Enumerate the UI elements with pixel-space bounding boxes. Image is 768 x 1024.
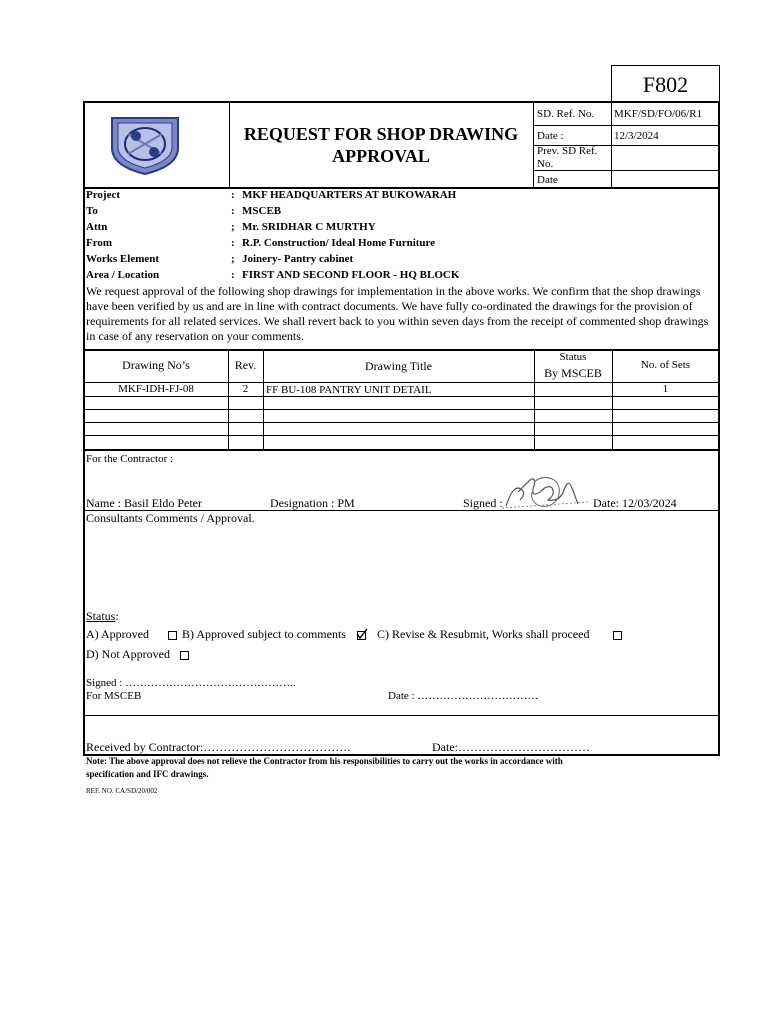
detail-value-from: R.P. Construction/ Ideal Home Furniture	[242, 237, 436, 249]
col-header-drawing-no: Drawing No’s	[122, 358, 190, 372]
checkbox-not-approved[interactable]	[180, 651, 189, 660]
detail-sep-to: :	[231, 205, 235, 217]
detail-label-area: Area / Location	[86, 269, 160, 281]
sd-ref-label: SD. Ref. No.	[537, 108, 595, 120]
prev-date-label: Date	[537, 174, 558, 186]
checkbox-approved[interactable]	[168, 631, 177, 640]
status-option-c: C) Revise & Resubmit, Works shall proceed	[377, 627, 590, 641]
drawing-table-row-line-1	[84, 396, 719, 397]
row1-drawing-title: FF BU-108 PANTRY UNIT DETAIL	[266, 384, 432, 396]
detail-value-area: FIRST AND SECOND FLOOR - HQ BLOCK	[242, 269, 460, 281]
date-value: 12/3/2024	[614, 130, 659, 142]
detail-value-works-element: Joinery- Pantry cabinet	[242, 253, 354, 265]
col-header-drawing-title: Drawing Title	[364, 359, 432, 373]
received-by-contractor-line: Received by Contractor:……………………………….	[86, 740, 351, 754]
form-code: F802	[642, 72, 689, 97]
col-header-status-line-1: Status	[559, 351, 587, 363]
contractor-date: Date: 12/03/2024	[593, 496, 677, 510]
date-label: Date :	[537, 130, 564, 142]
detail-label-to: To	[86, 205, 98, 217]
reference-number: REF. NO. CA/SD/20/002	[86, 787, 158, 795]
row1-drawing-no: MKF-IDH-FJ-08	[118, 383, 194, 395]
consultant-comments-label: Consultants Comments / Approval.	[86, 511, 255, 525]
drawing-col-line-3	[534, 350, 535, 449]
contractor-signed-label: Signed :	[463, 496, 503, 510]
consultant-section-divider	[84, 715, 719, 716]
detail-label-project: Project	[86, 189, 120, 201]
request-paragraph: We request approval of the following shop drawings for implementation in the above works. We confirm that the shop drawings have been verified by us and are in line with contract documents. We have fully co-ordinated the drawings for the provision of requirements for all related services. We shall revert back to you within seven days from the receipt of commented shop drawings in case of any reservation on your comments.	[86, 284, 709, 343]
company-logo	[106, 112, 184, 176]
form-title-line-1: REQUEST FOR SHOP DRAWING	[243, 124, 519, 144]
drawing-table-bottom	[84, 449, 719, 451]
for-contractor-label: For the Contractor :	[86, 453, 174, 465]
col-header-rev: Rev.	[234, 358, 257, 372]
for-msceb-label: For MSCEB	[86, 690, 142, 702]
detail-label-attn: Attn	[86, 221, 108, 233]
row1-no-of-sets: 1	[662, 383, 669, 395]
note-line-2: specification and IFC drawings.	[86, 769, 209, 779]
check-mark-icon	[356, 628, 368, 640]
drawing-table-row-line-4	[84, 435, 719, 436]
detail-label-from: From	[86, 237, 113, 249]
status-heading	[86, 609, 119, 624]
detail-sep-project: :	[231, 189, 235, 201]
form-code-box	[611, 65, 720, 102]
contractor-name: Name : Basil Eldo Peter	[86, 496, 202, 510]
checkbox-approved-with-comments[interactable]	[357, 631, 366, 640]
status-option-d: D) Not Approved	[86, 647, 170, 661]
detail-sep-attn: ;	[231, 221, 235, 233]
detail-value-to: MSCEB	[242, 205, 282, 217]
contractor-signature	[500, 472, 590, 512]
drawing-table-row-line-2	[84, 409, 719, 410]
detail-sep-from: :	[231, 237, 235, 249]
status-option-a: A) Approved	[86, 627, 149, 641]
contractor-designation: Designation : PM	[270, 496, 355, 510]
col-header-no-of-sets: No. of Sets	[640, 359, 691, 371]
drawing-table-top	[84, 349, 719, 351]
consultant-date-line: Date : ……………………………	[388, 690, 539, 702]
drawing-table-row-line-3	[84, 422, 719, 423]
status-colon: :	[115, 609, 119, 623]
detail-value-project: MKF HEADQUARTERS AT BUKOWARAH	[242, 189, 457, 201]
checkbox-revise-resubmit[interactable]	[613, 631, 622, 640]
prev-sd-ref-label: Prev. SD Ref. No.	[537, 145, 598, 170]
status-option-b: B) Approved subject to comments	[182, 627, 346, 641]
row1-rev: 2	[242, 383, 249, 395]
detail-value-attn: Mr. SRIDHAR C MURTHY	[242, 221, 376, 233]
detail-label-works-element: Works Element	[86, 253, 160, 265]
received-date-line: Date:……………………………	[432, 740, 590, 754]
ref-row-line-1	[533, 125, 719, 126]
form-title-line-2: APPROVAL	[332, 146, 430, 166]
detail-sep-works-element: ;	[231, 253, 235, 265]
consultant-signed-line: Signed : ………………………………………..	[86, 677, 296, 689]
col-header-status-line-2: By MSCEB	[544, 366, 602, 380]
logo-divider	[229, 102, 230, 188]
note-line-1: Note: The above approval does not relieve the Contractor from his responsibilities to carry out the works in accordance with	[86, 756, 563, 766]
detail-sep-area: :	[231, 269, 235, 281]
sd-ref-value: MKF/SD/FO/06/R1	[614, 108, 703, 120]
status-label: Status	[86, 609, 116, 623]
